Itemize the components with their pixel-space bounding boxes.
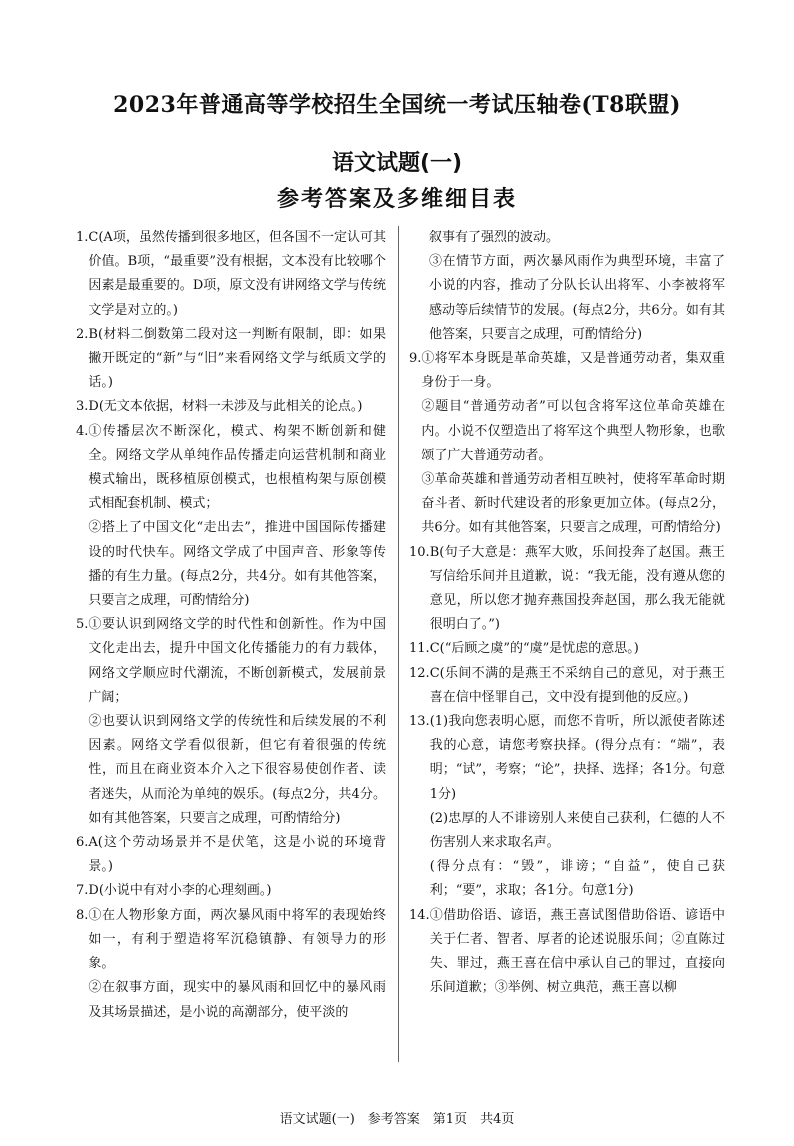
question-number: 2. <box>76 326 89 342</box>
question-number: 14. <box>409 907 430 923</box>
question-number: 6. <box>76 835 89 851</box>
answer-item-5 <box>76 613 386 831</box>
question-number: 1. <box>76 230 89 245</box>
answer-point: 叙事有了强烈的波动。 <box>429 230 560 245</box>
question-number: 13. <box>409 714 430 730</box>
answer-item-6 <box>76 831 386 879</box>
answer-point: ②也要认识到网络文学的传统性和后续发展的不利因素。网络文学看似很新，但它有着很强的传统性，而且在商业资本介入之下很容易使创作者、读者迷失，从而沦为单纯的娱乐。(每点2分，共4分。如有其他答案，只要言之成理，可酌情给分) <box>88 714 386 826</box>
answer-point: (2)忠厚的人不诽谤别人来使自己获利，仁德的人不伤害别人来求取名声。 <box>429 810 725 851</box>
answer-text: A(这个劳动场景并不是伏笔，这是小说的环境背景。) <box>88 835 386 875</box>
answer-item-14 <box>409 904 725 1001</box>
right-column <box>409 226 725 1068</box>
answer-point: ①将军本身既是革命英雄，又是普通劳动者，集双重身份于一身。 <box>421 351 725 391</box>
question-number: 7. <box>76 883 89 899</box>
page-footer: 语文试题(一) 参考答案 第1页 共4页 <box>279 1112 515 1127</box>
answer-item-7 <box>76 879 386 903</box>
answer-text: D(小说中有对小李的心理刻画。) <box>88 883 272 899</box>
question-number: 4. <box>76 423 89 439</box>
answer-item-12 <box>409 662 725 710</box>
answer-text: D(无文本依据，材料一未涉及与此相关的论点。) <box>88 399 363 415</box>
question-number: 9. <box>409 351 422 367</box>
column-divider <box>398 226 399 1062</box>
question-number: 8. <box>76 907 89 923</box>
question-number: 3. <box>76 399 89 415</box>
subject-title: 语文试题(一) <box>331 151 463 176</box>
answer-point: ①要认识到网络文学的时代性和创新性。作为中国文化走出去，提升中国文化传播能力的有力载体，网络文学顺应时代潮流，不断创新模式，发展前景广阔； <box>88 617 386 705</box>
answer-point: ③革命英雄和普通劳动者相互映衬，使将军革命时期奋斗者、新时代建设者的形象更加立体。(每点2分，共6分。如有其他答案，只要言之成理，可酌情给分) <box>421 472 725 536</box>
answer-point: ②在叙事方面，现实中的暴风雨和回忆中的暴风雨及其场景描述，是小说的高潮部分，使平淡的 <box>88 980 386 1020</box>
answer-text: ①借助俗语、谚语，燕王喜试图借助俗语、谚语中关于仁者、智者、厚者的论述说服乐间；②直陈过失、罪过，燕王喜在信中承认自己的罪过，直接向乐间道歉；③举例、树立典范，燕王喜以柳 <box>429 907 725 996</box>
answer-item-13 <box>409 710 725 904</box>
answer-item-9 <box>409 347 725 541</box>
answer-item-10 <box>409 541 725 638</box>
answer-point: ②题目“普通劳动者”可以包含将军这位革命英雄在内。小说不仅塑造出了将军这个典型人物形象，也歌颂了广大普通劳动者。 <box>421 399 725 463</box>
answer-item-2 <box>76 323 386 396</box>
answer-point: ②搭上了中国文化“走出去”，推进中国国际传播建设的时代快车。网络文学成了中国声音、形象等传播的有生力量。(每点2分，共4分。如有其他答案，只要言之成理，可酌情给分) <box>88 520 386 609</box>
answer-item-4 <box>76 420 386 614</box>
answer-text: C(A项，虽然传播到很多地区，但各国不一定认可其价值。B项，“最重要”没有根据，文本没有比较哪个因素是最重要的。D项，原文没有讲网络文学与传统文学是对立的。) <box>88 230 386 318</box>
answer-text: C(乐间不满的是燕王不采纳自己的意见，对于燕王喜在信中怪罪自己，文中没有提到他的反应。) <box>429 665 725 705</box>
left-column <box>76 226 386 1068</box>
question-number: 5. <box>76 617 89 633</box>
answer-item-1 <box>76 226 386 323</box>
answer-item-11 <box>409 637 725 661</box>
answer-point: ③在情节方面，两次暴风雨作为典型环境，丰富了小说的内容，推动了分队长认出将军、小李被将军感动等后续情节的发展。(每点2分，共6分。如有其他答案，只要言之成理，可酌情给分) <box>429 254 725 342</box>
answer-point: (1)我向您表明心愿，而您不肯听，所以派使者陈述我的心意，请您考察抉择。(得分点有：“端”，表明；“试”，考察；“论”，抉择、选择；各1分。句意1分) <box>429 714 725 802</box>
answer-point: (得分点有：“毁”，诽谤；“自益”，使自己获利；“要”，求取；各1分。句意1分) <box>429 859 725 899</box>
question-number: 10. <box>409 544 430 560</box>
answer-item-8-continued <box>409 226 725 347</box>
question-number: 12. <box>409 665 430 681</box>
question-number: 11. <box>409 641 430 657</box>
exam-title: 2023年普通高等学校招生全国统一考试压轴卷(T8联盟) <box>113 92 681 118</box>
answer-point: ①传播层次不断深化，模式、构架不断创新和健全。网络文学从单纯作品传播走向运营机制和商业模式输出，既移植原创模式，也根植构架与原创模式相配套机制、模式； <box>88 423 386 512</box>
answer-text: B(句子大意是：燕军大败，乐间投奔了赵国。燕王写信给乐间并且道歉，说：“我无能，没有遵从您的意见，所以您才抛弃燕国投奔赵国，那么我无能就很明白了。”) <box>429 544 725 633</box>
answer-item-8 <box>76 904 386 1025</box>
answer-text: B(材料二倒数第二段对这一判断有限制，即：如果撇开既定的“新”与“旧”来看网络文学与纸质文学的话。) <box>88 326 386 391</box>
answer-text: C(“后顾之虞”的“虞”是忧虑的意思。) <box>429 641 639 657</box>
answer-item-3 <box>76 395 386 419</box>
answer-point: ①在人物形象方面，两次暴风雨中将军的表现始终如一，有利于塑造将军沉稳镇静、有领导力的形象。 <box>88 907 386 972</box>
answer-key-title: 参考答案及多维细目表 <box>276 187 517 212</box>
